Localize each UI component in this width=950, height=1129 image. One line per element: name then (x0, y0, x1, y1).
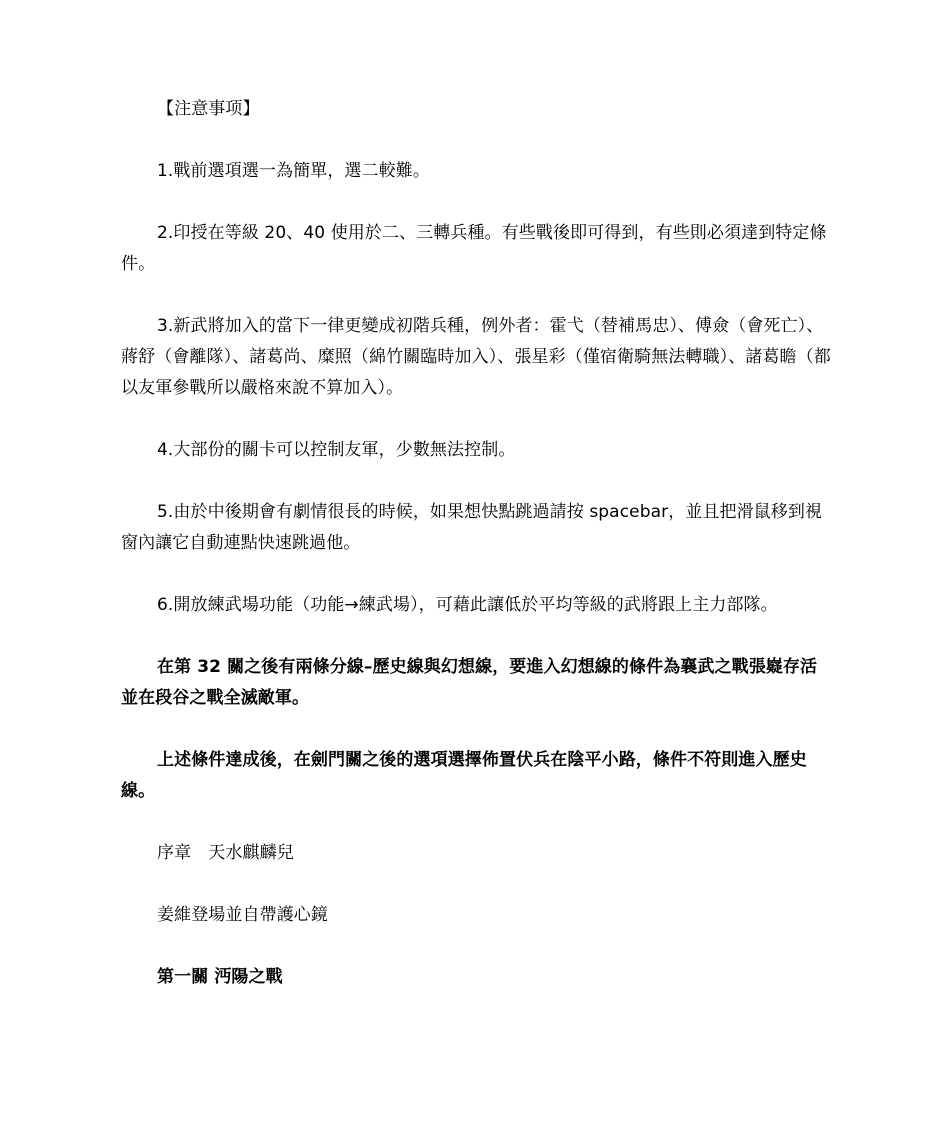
prologue-text: 姜維登場並自帶護心鏡 (157, 905, 328, 925)
notice-heading: 【注意事项】 (157, 99, 260, 119)
prologue-title: 序章 天水麒麟兒 (157, 843, 294, 863)
chapter-one-title: 第一關 沔陽之戰 (157, 967, 283, 987)
branch-condition-note: 上述條件達成後，在劍門關之後的選項選擇佈置伏兵在陰平小路，條件不符則進入歷史線。 (121, 750, 807, 801)
branch-route-note: 在第 32 關之後有兩條分線–歷史線與幻想線，要進入幻想線的條件為襄武之戰張嶷存活並在段谷之戰全滅敵軍。 (121, 657, 818, 708)
notice-item-1: 1.戰前選項選一為簡單，選二較難。 (157, 161, 430, 181)
notice-item-2: 2.印授在等級 20、40 使用於二、三轉兵種。有些戰後即可得到，有些則必須達到特定條件。 (121, 223, 827, 274)
notice-item-3: 3.新武將加入的當下一律更變成初階兵種，例外者：霍弋（替補馬忠）、傅僉（會死亡）、蔣舒（會離隊）、諸葛尚、糜照（綿竹關臨時加入）、張星彩（僅宿衛騎無法轉職）、諸葛瞻（都以友軍參戰所以嚴格來說不算加入）。 (121, 316, 831, 398)
document-body (121, 94, 833, 993)
notice-item-5: 5.由於中後期會有劇情很長的時候，如果想快點跳過請按 spacebar，並且把滑鼠移到視窗內讓它自動連點快速跳過他。 (121, 502, 823, 553)
notice-item-4: 4.大部份的關卡可以控制友軍，少數無法控制。 (157, 440, 516, 460)
notice-item-6: 6.開放練武場功能（功能→練武場），可藉此讓低於平均等級的武將跟上主力部隊。 (157, 595, 778, 615)
